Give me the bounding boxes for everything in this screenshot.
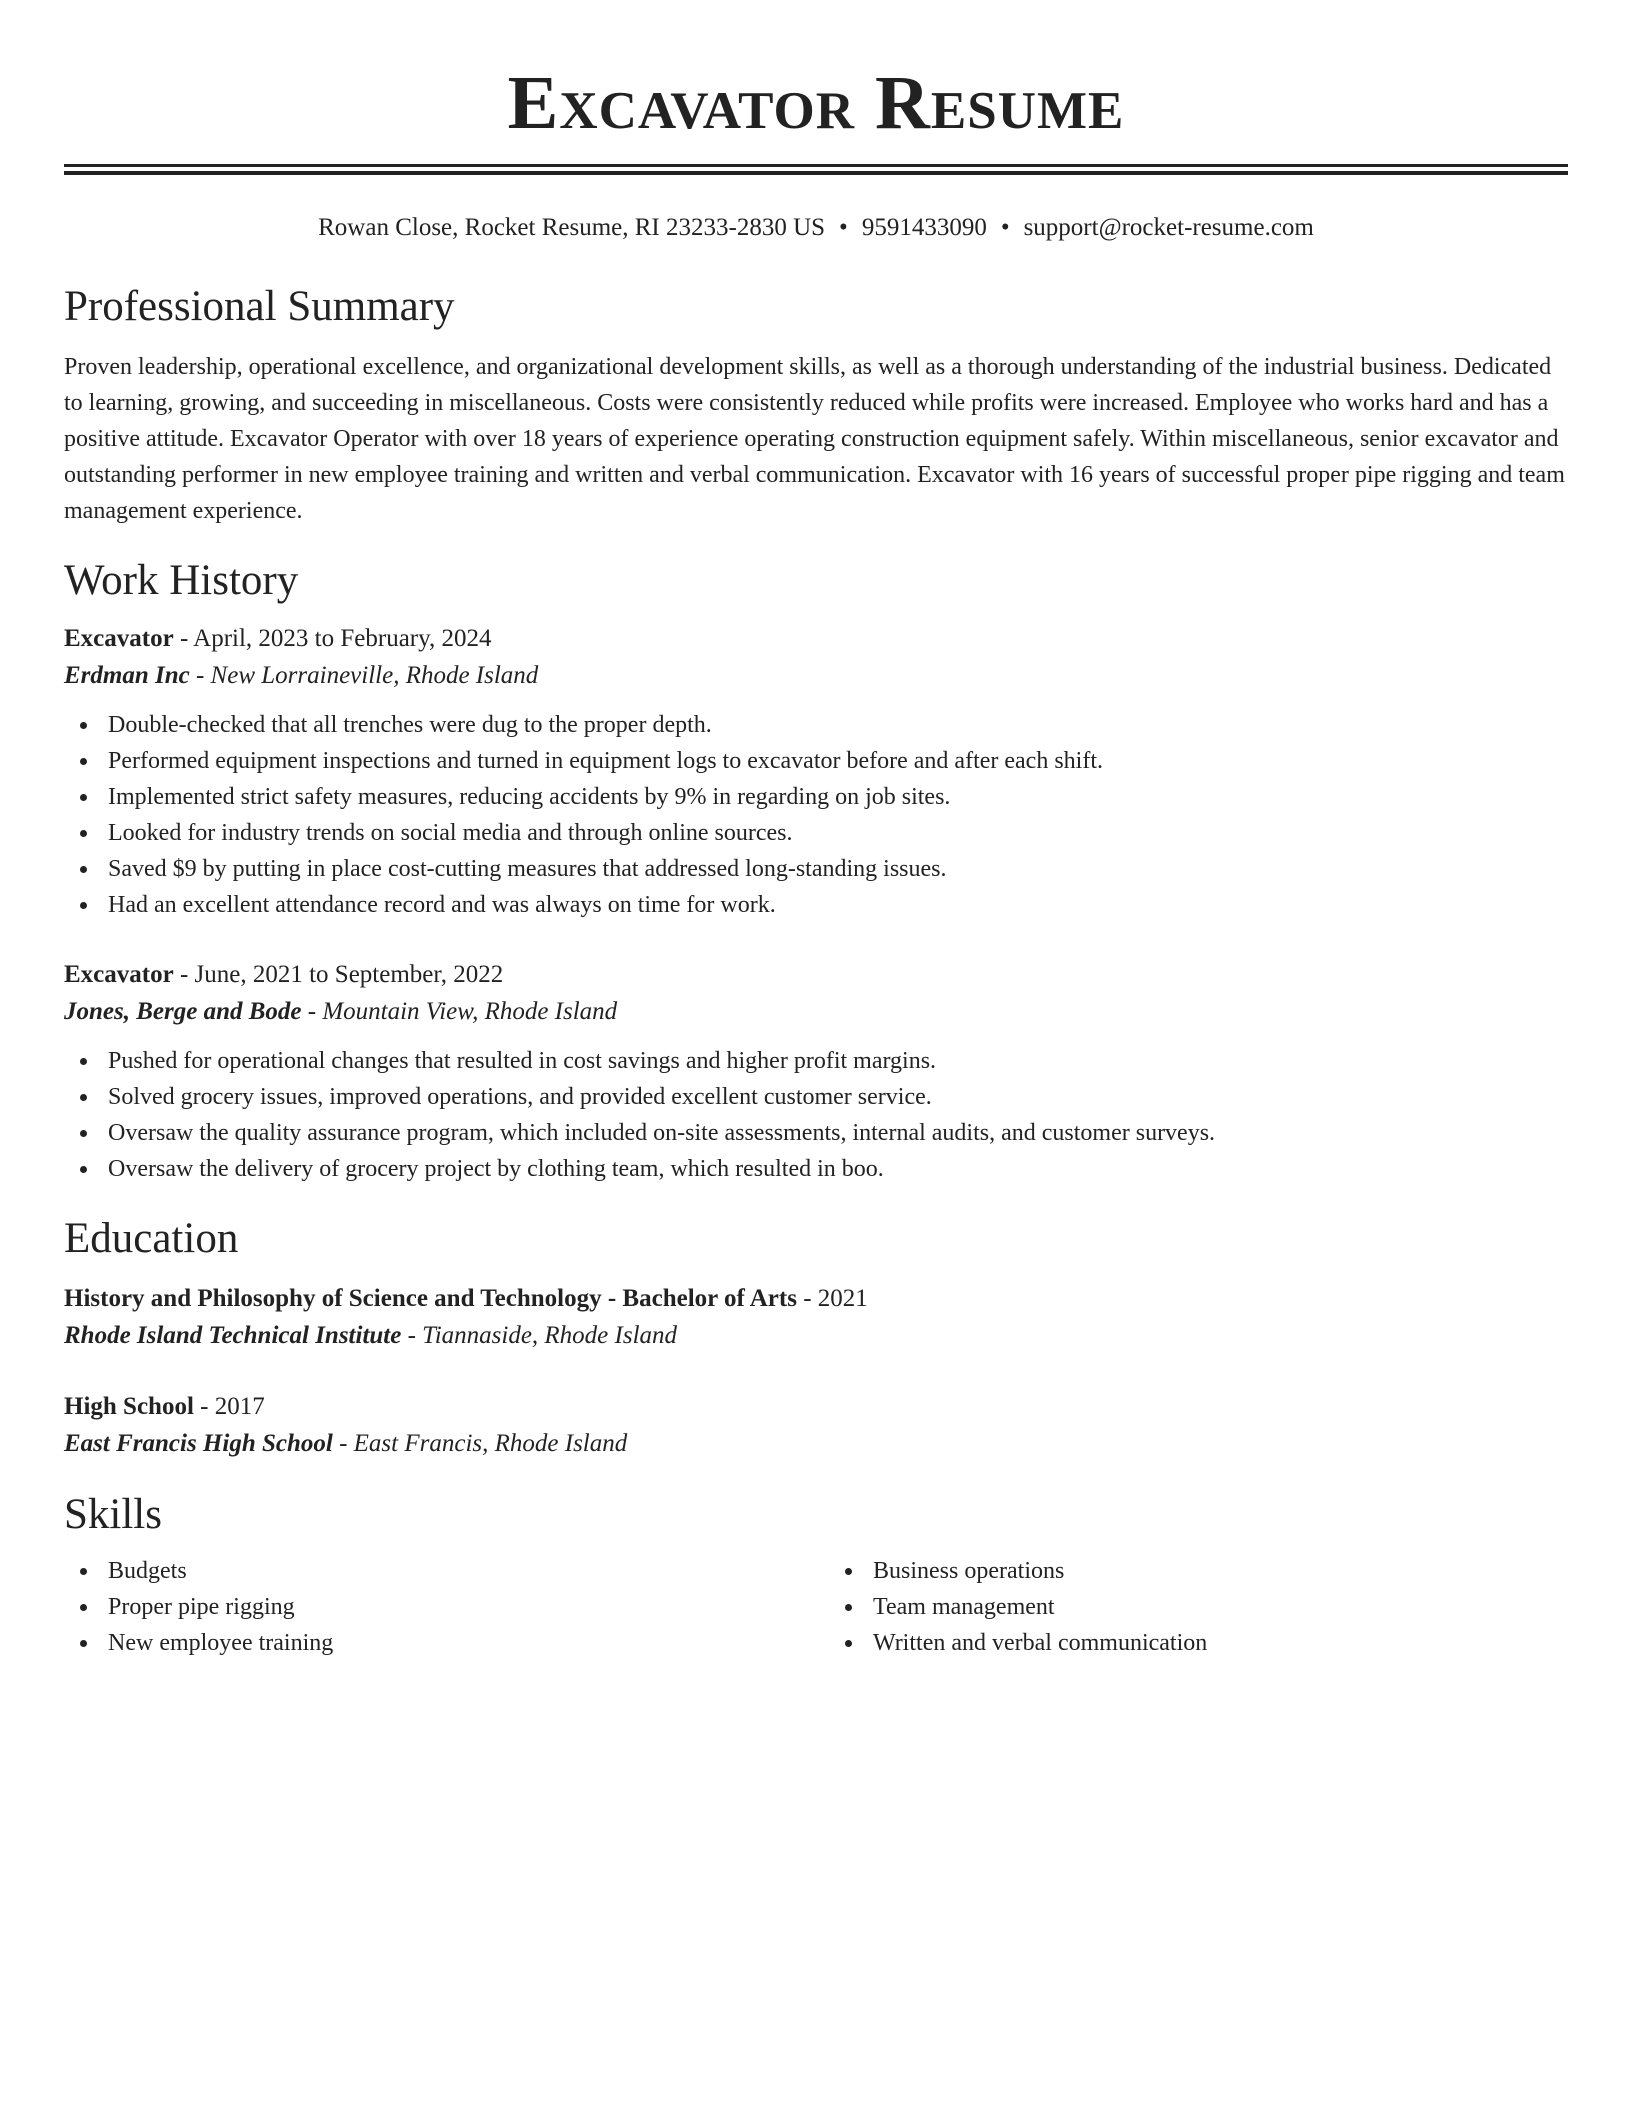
skills-list <box>829 1553 1568 1661</box>
skill-item: Team management <box>829 1589 1568 1625</box>
summary-heading: Professional Summary <box>64 283 455 330</box>
job-location: - Mountain View, Rhode Island <box>301 998 618 1025</box>
skill-item: New employee training <box>64 1625 816 1661</box>
title-divider-top <box>64 164 1568 167</box>
education-entry <box>64 1281 1568 1355</box>
education-year: - 2021 <box>796 1285 868 1312</box>
job-employer <box>64 657 1568 695</box>
resume-title: Excavator Resume <box>507 61 1125 145</box>
title-divider-bottom <box>64 171 1568 175</box>
education-degree: High School <box>64 1393 194 1420</box>
education-school: Rhode Island Technical Institute <box>64 1322 402 1349</box>
contact-line <box>64 211 1568 245</box>
list-item: Oversaw the delivery of grocery project by clothing team, which resulted in boo. <box>64 1151 1568 1187</box>
job-duties-list <box>64 707 1568 923</box>
skill-item: Business operations <box>829 1553 1568 1589</box>
list-item: Pushed for operational changes that resulted in cost savings and higher profit margins. <box>64 1043 1568 1079</box>
education-degree: History and Philosophy of Science and Technology - Bachelor of Arts <box>64 1285 797 1312</box>
education-entry <box>64 1389 1568 1463</box>
job-header <box>64 957 1568 993</box>
list-item: Solved grocery issues, improved operations, and provided excellent customer service. <box>64 1079 1568 1115</box>
list-item: Looked for industry trends on social media and through online sources. <box>64 815 1568 851</box>
work-history-heading: Work History <box>64 557 299 604</box>
skill-item: Proper pipe rigging <box>64 1589 816 1625</box>
job-title: Excavator <box>64 625 174 652</box>
job-header <box>64 621 1568 657</box>
contact-separator: • <box>839 214 848 241</box>
education-header <box>64 1281 1568 1317</box>
education-header <box>64 1389 1568 1425</box>
education-institution <box>64 1317 1568 1355</box>
job-duties-list <box>64 1043 1568 1187</box>
skills-column-right <box>816 1553 1568 1661</box>
job-employer <box>64 993 1568 1031</box>
contact-phone: 9591433090 <box>861 214 987 241</box>
job-location: - New Lorraineville, Rhode Island <box>189 662 539 689</box>
skill-item: Budgets <box>64 1553 816 1589</box>
job-entry <box>64 957 1568 1187</box>
list-item: Had an excellent attendance record and was always on time for work. <box>64 887 1568 923</box>
job-company: Erdman Inc <box>64 662 190 689</box>
list-item: Saved $9 by putting in place cost-cutting measures that addressed long-standing issues. <box>64 851 1568 887</box>
skills-column-left <box>64 1553 816 1661</box>
job-company: Jones, Berge and Bode <box>64 998 302 1025</box>
contact-email: support@rocket-resume.com <box>1023 214 1314 241</box>
education-year: - 2017 <box>193 1393 265 1420</box>
job-entry <box>64 621 1568 923</box>
skills-grid <box>64 1553 1568 1661</box>
list-item: Implemented strict safety measures, reducing accidents by 9% in regarding on job sites. <box>64 779 1568 815</box>
skills-heading: Skills <box>64 1491 162 1538</box>
education-school: East Francis High School <box>64 1430 333 1457</box>
education-location: - Tiannaside, Rhode Island <box>401 1322 678 1349</box>
skill-item: Written and verbal communication <box>829 1625 1568 1661</box>
job-dates: - April, 2023 to February, 2024 <box>173 625 492 652</box>
job-dates: - June, 2021 to September, 2022 <box>173 961 504 988</box>
list-item: Double-checked that all trenches were dug to the proper depth. <box>64 707 1568 743</box>
job-title: Excavator <box>64 961 174 988</box>
contact-separator: • <box>1000 214 1010 241</box>
list-item: Oversaw the quality assurance program, which included on-site assessments, internal audits, and customer surveys. <box>64 1115 1568 1151</box>
education-location: - East Francis, Rhode Island <box>332 1430 628 1457</box>
summary-text: Proven leadership, operational excellence, and organizational development skills, as well as a thorough understanding of the industrial business. Dedicated to learning, growing, and succeeding in miscellaneous. Costs were consistently reduced while profits were increased. Employee who works hard and has a positive attitude. Excavator Operator with over 18 years of experience operating construction equipment safely. Within miscellaneous, senior excavator and outstanding performer in new employee training and written and verbal communication. Excavator with 16 years of successful proper pipe rigging and team management experience. <box>64 354 1565 524</box>
education-heading: Education <box>64 1215 239 1262</box>
list-item: Performed equipment inspections and turned in equipment logs to excavator before and after each shift. <box>64 743 1568 779</box>
skills-list <box>64 1553 816 1661</box>
education-institution <box>64 1425 1568 1463</box>
contact-address: Rowan Close, Rocket Resume, RI 23233-2830 US <box>318 214 826 241</box>
